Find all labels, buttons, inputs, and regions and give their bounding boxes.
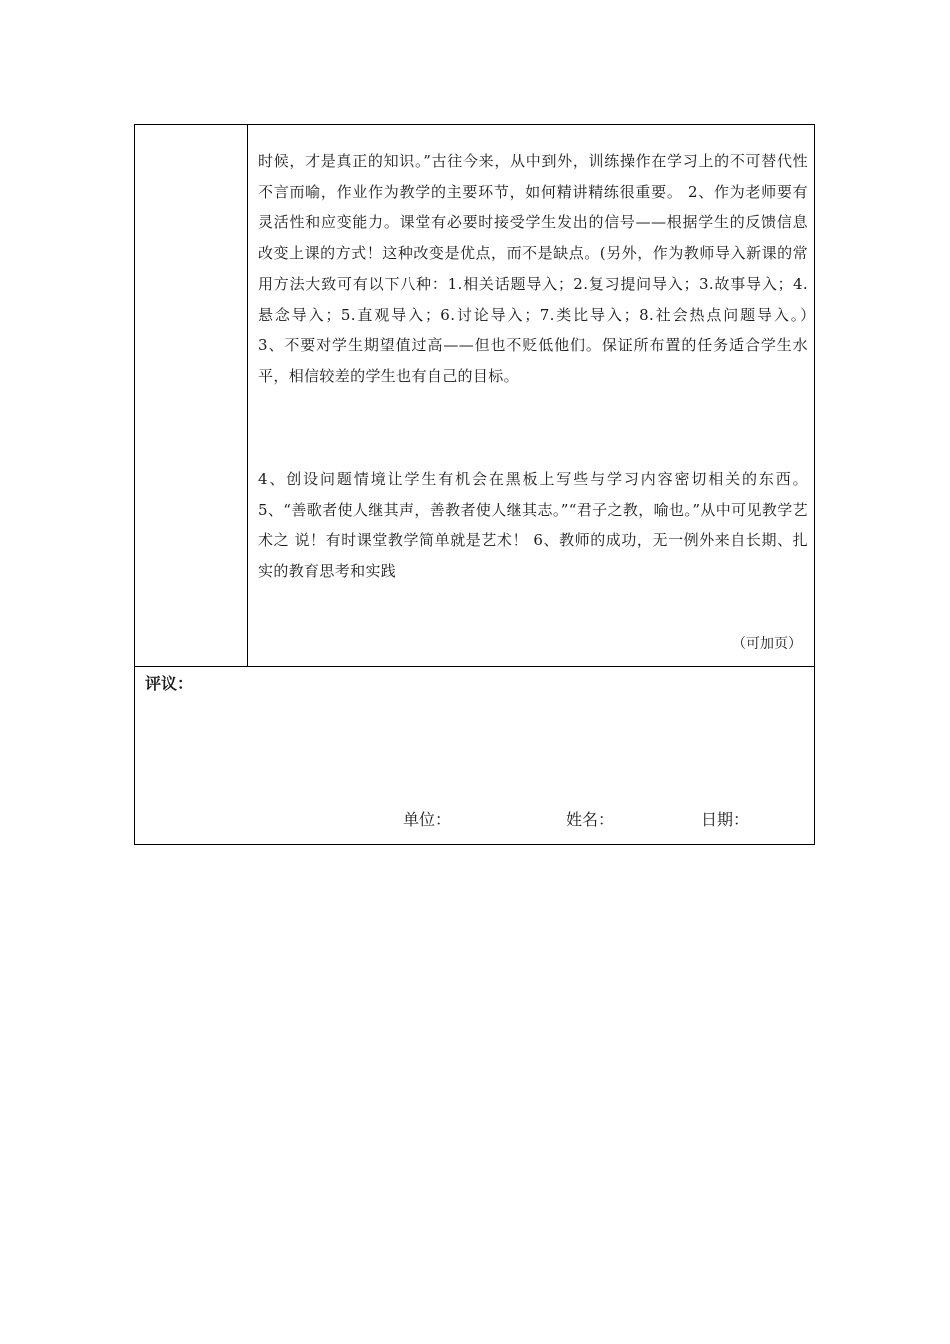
unit-label: 单位： bbox=[403, 810, 452, 829]
name-label: 姓名： bbox=[566, 810, 615, 829]
review-label: 评议： bbox=[145, 674, 194, 693]
document-table bbox=[134, 124, 839, 845]
add-page-note: （可加页） bbox=[732, 636, 802, 652]
content-cell bbox=[248, 125, 839, 666]
content-paragraph-1: 时候，才是真正的知识。”古往今来，从中到外，训练操作在学习上的不可替代性不言而喻，作业作为教学的主要环节，如何精讲精练很重要。 2、作为老师要有灵活性和应变能力。课堂有必要时接受学生发出的信号——根据学生的反馈信息改变上课的方式！这种改变是优点，而不是缺点。(另外，作为教师导入新课的常用方法大致可有以下八种：1.相关话题导入；2.复习提问导入；3.故事导入；4.悬念导入；5.直观导入；6.讨论导入；7.类比导入；8.社会热点问题导入。） 3、不要对学生期望值过高——但也不贬低他们。保证所布置的任务适合学生水平，相信较差的学生也有自己的目标。 bbox=[258, 152, 839, 385]
content-paragraph-2: 4、创设问题情境让学生有机会在黑板上写些与学习内容密切相关的东西。 5、“善歌者使人继其声，善教者使人继其志。”“君子之教，喻也。”从中可见教学艺术之 说！有时课堂教学简单就是艺术！ 6、教师的成功，无一例外来自长期、扎实的教育思考和实践 bbox=[258, 470, 808, 581]
left-label-cell bbox=[135, 125, 248, 666]
date-label: 日期： bbox=[701, 810, 750, 829]
row-divider bbox=[135, 666, 814, 667]
